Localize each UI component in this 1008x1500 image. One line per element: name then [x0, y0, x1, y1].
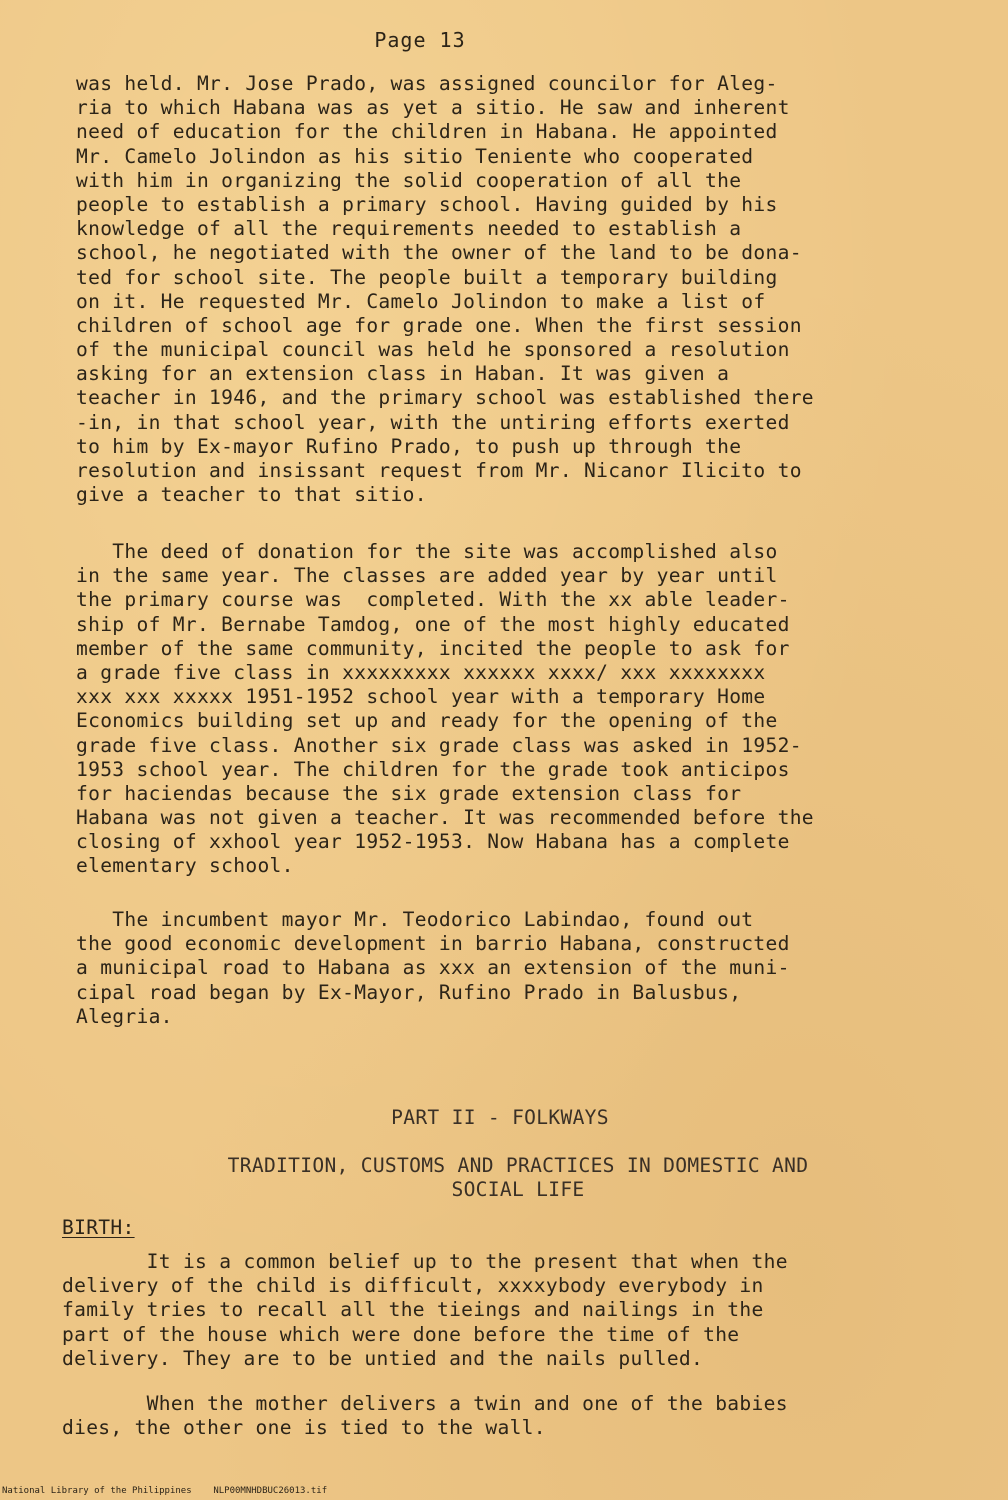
text-line: ship of Mr. Bernabe Tamdog, one of the most highly educated [76, 612, 790, 636]
text-line: of the municipal council was held he sponsored a resolution [76, 338, 790, 362]
text-line: was held. Mr. Jose Prado, was assigned councilor for Aleg- [76, 72, 778, 95]
text-line: elementary school. [76, 854, 294, 878]
text-line: grade five class. Another six grade class was asked in 1952- [76, 733, 802, 757]
text-line: Habana was not given a teacher. It was recommended before the [76, 806, 814, 830]
text-line: with him in organizing the solid cooperation of all the [76, 168, 742, 192]
text-line: need of education for the children in Habana. He appointed [76, 120, 778, 144]
section-heading-line-1: TRADITION, CUSTOMS AND PRACTICES IN DOMESTIC AND [227, 1154, 809, 1177]
text-line: the primary course was completed. With the xx able leader- [76, 588, 790, 612]
text-line: It is a common belief up to the present that when the [62, 1250, 788, 1273]
part-heading: PART II - FOLKWAYS [391, 1106, 609, 1129]
text-line: dies, the other one is tied to the wall. [62, 1416, 546, 1440]
text-line: xxx xxx xxxxx 1951-1952 school year with a temporary Home [76, 685, 766, 709]
text-line: The incumbent mayor Mr. Teodorico Labindao, found out [76, 908, 754, 931]
text-line: member of the same community, incited the people to ask for [76, 636, 790, 660]
text-line: 1953 school year. The children for the grade took anticipos [76, 757, 790, 781]
text-line: to him by Ex-mayor Rufino Prado, to push up through the [76, 434, 742, 458]
page-number: Page 13 [374, 28, 466, 52]
twin-paragraph [62, 1392, 788, 1440]
text-line: family tries to recall all the tieings and nailings in the [62, 1298, 764, 1322]
section-heading-line-2: SOCIAL LIFE [451, 1178, 585, 1201]
text-line: a grade five class in xxxxxxxxx xxxxxx xxxx/ xxx xxxxxxxx [76, 660, 766, 684]
birth-paragraph [62, 1250, 788, 1371]
text-line: delivery of the child is difficult, xxxxybody everybody in [62, 1274, 764, 1298]
birth-label: BIRTH: [62, 1216, 135, 1239]
text-line: in the same year. The classes are added year by year until [76, 564, 778, 588]
text-line: on it. He requested Mr. Camelo Jolindon to make a list of [76, 289, 766, 313]
text-line: resolution and insissant request from Mr. Nicanor Ilicito to [76, 459, 802, 482]
text-line: teacher in 1946, and the primary school was established there [76, 386, 814, 410]
text-line: asking for an extension class in Haban. It was given a [76, 362, 730, 386]
text-line: closing of xxhool year 1952-1953. Now Habana has a complete [76, 830, 790, 854]
history-paragraph-2 [76, 540, 814, 879]
text-line: The deed of donation for the site was accomplished also [76, 540, 778, 563]
text-line: a municipal road to Habana as xxx an extension of the muni- [76, 956, 790, 980]
text-line: delivery. They are to be untied and the nails pulled. [62, 1346, 704, 1370]
text-line: knowledge of all the requirements needed to establish a [76, 217, 742, 241]
text-line: give a teacher to that sitio. [76, 483, 427, 507]
text-line: Mr. Camelo Jolindon as his sitio Teniente who cooperated [76, 144, 754, 168]
text-line: ted for school site. The people built a temporary building [76, 265, 778, 289]
text-line: people to establish a primary school. Having guided by his [76, 192, 778, 216]
history-paragraph-1 [76, 72, 814, 507]
text-line: Alegria. [76, 1004, 173, 1028]
section-heading [14, 1154, 1008, 1202]
history-paragraph-3 [76, 908, 790, 1029]
text-line: part of the house which were done before the time of the [62, 1322, 740, 1346]
text-line: school, he negotiated with the owner of the land to be dona- [76, 241, 802, 265]
text-line: -in, in that school year, with the untiring efforts exerted [76, 410, 790, 434]
text-line: When the mother delivers a twin and one of the babies [62, 1392, 788, 1415]
text-line: Economics building set up and ready for the opening of the [76, 709, 778, 733]
text-line: children of school age for grade one. When the first session [76, 313, 802, 337]
text-line: for haciendas because the six grade extension class for [76, 781, 742, 805]
text-line: cipal road began by Ex-Mayor, Rufino Prado in Balusbus, [76, 980, 742, 1004]
text-line: the good economic development in barrio Habana, constructed [76, 932, 790, 956]
text-line: ria to which Habana was as yet a sitio. He saw and inherent [76, 96, 790, 120]
archive-footer: National Library of the Philippines NLP00MNHDBUC26013.tif [2, 1486, 328, 1496]
